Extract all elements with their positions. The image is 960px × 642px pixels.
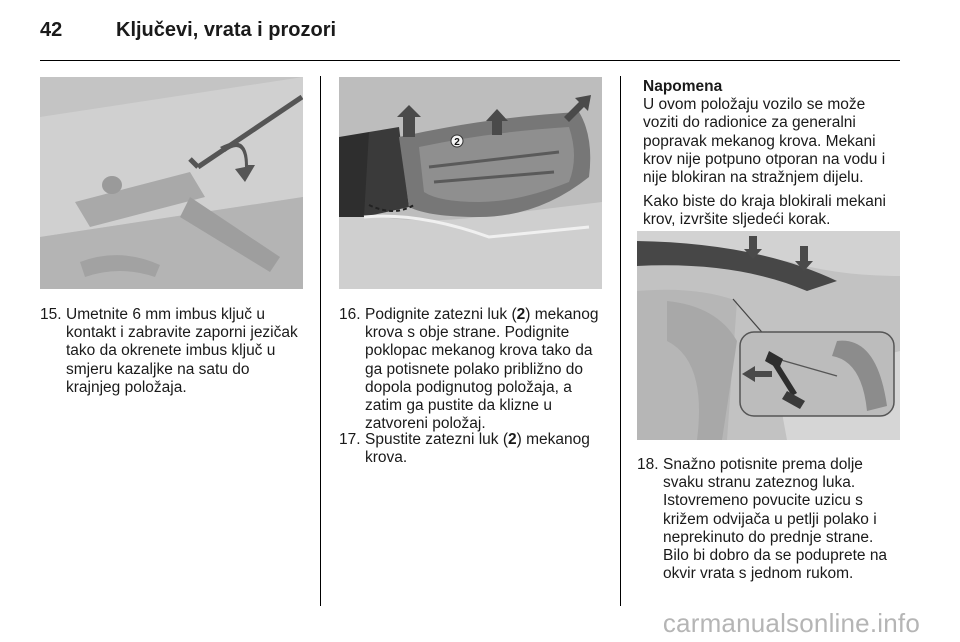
step-text: Umetnite 6 mm imbus ključ u kontakt i zabravite zaporni jezičak tako da okrenete imbus ključ u smjeru kazaljke na satu do krajnjeg položaja. [66, 306, 298, 396]
column-divider-1 [320, 76, 321, 606]
step-16 [339, 306, 603, 433]
column-divider-2 [620, 76, 621, 606]
page-number: 42 [40, 19, 63, 41]
figure-soft-top-cover [339, 77, 602, 289]
figure-hex-key-headliner [40, 77, 303, 289]
note-box [643, 78, 903, 236]
watermark: carmanualsonline.info [662, 608, 920, 638]
step-number: 15. [40, 306, 62, 323]
note-text: U ovom položaju vozilo se može voziti do radionice za generalni popravak mekanog krova. Mekani krov nije potpuno otporan na vodu i nije blokiran na stražnjem dijelu. [643, 96, 886, 187]
step-text: Podignite zatezni luk (2) mekanog krova s obje strane. Podignite poklopac mekanog krova tako da ga potisnete polako približno do dopola podignutog položaja, a zatim ga pustite da klizne u zatvoreni položaj. [365, 306, 599, 433]
step-text: Snažno potisnite prema dolje svaku stranu zateznog luka. Istovremeno povucite uzicu s križem odvijača u petlji polako i neprekinuto do prednje strane. Bilo bi dobro da se poduprete na okvir vrata s jednom rukom. [663, 456, 888, 583]
step-text: Spustite zatezni luk (2) mekanog krova. [365, 431, 590, 467]
step-number: 17. [339, 431, 361, 448]
note-text-2: Kako biste do kraja blokirali mekani krov, izvršite sljedeći korak. [643, 193, 886, 229]
step-number: 16. [339, 306, 361, 323]
page-title: Ključevi, vrata i prozori [116, 19, 337, 41]
step-17 [339, 431, 603, 467]
callout-2: 2 [454, 137, 460, 148]
figure-tension-bow-cord [637, 231, 900, 440]
step-number: 18. [637, 456, 659, 473]
note-label: Napomena [643, 78, 723, 95]
step-15 [40, 306, 308, 397]
step-18 [637, 456, 903, 583]
header-rule [40, 60, 900, 61]
